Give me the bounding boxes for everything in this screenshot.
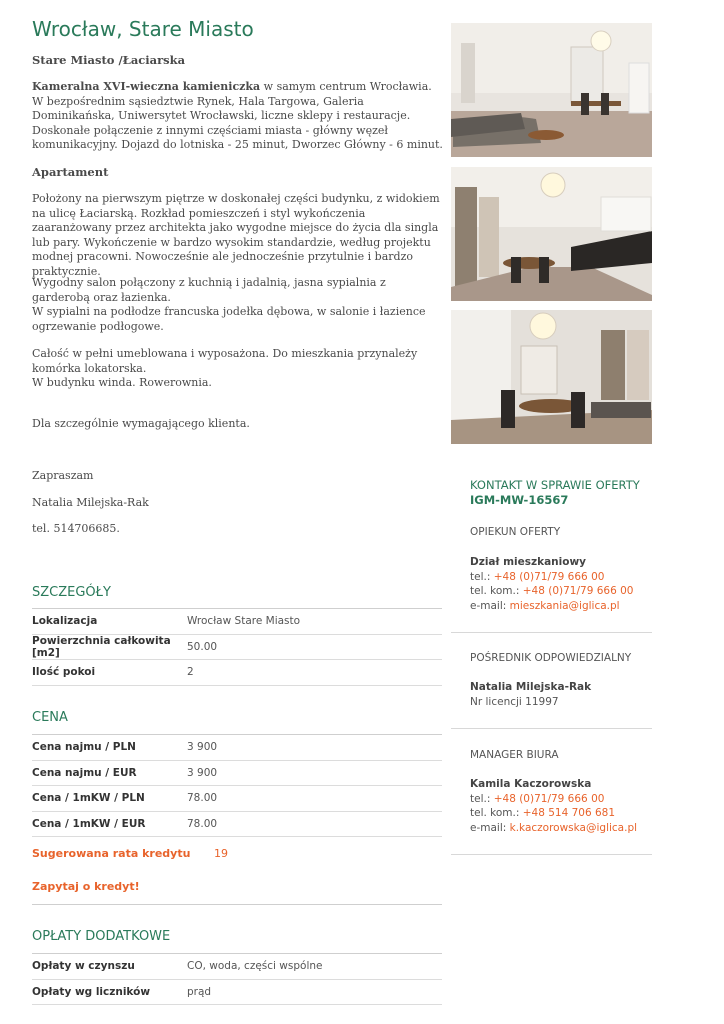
- price-key: Cena / 1mKW / PLN: [32, 792, 145, 805]
- equipment-text-1: Całość w pełni umeblowana i wyposażona. Do mieszkania przynależy komórka lokatorska.: [32, 347, 418, 375]
- layout-text-1: Wygodny salon połączony z kuchnią i jadalnią, jasna sypialnia z garderobą oraz łazienka.: [32, 276, 386, 304]
- greeting: Zapraszam: [32, 469, 94, 482]
- fees-row: [32, 954, 442, 980]
- page-title: Wrocław, Stare Miasto: [32, 17, 254, 41]
- credit-label: Sugerowana rata kredytu: [32, 847, 191, 860]
- intro-text: w samym centrum Wrocławia. W bezpośrednim sąsiedztwie Rynek, Hala Targowa, Galeria Dominikańska, Uniwersytet Wrocławski, liczne sklepy i restauracje. Doskonałe połączenie z innymi częściami miasta - główny węzeł komunikacyjny. Dojazd do lotniska - 25 minut, Dworzec Główny - 6 minut.: [32, 80, 443, 152]
- details-key: Powierzchnia całkowita [m2]: [32, 634, 171, 659]
- fees-heading: OPŁATY DODATKOWE: [32, 929, 171, 944]
- department-mobile-link[interactable]: +48 (0)71/79 666 00: [522, 585, 634, 597]
- price-row: [32, 812, 442, 838]
- phone-label: tel.:: [470, 570, 494, 583]
- department-phone-link[interactable]: +48 (0)71/79 666 00: [493, 570, 605, 583]
- fees-value: CO, woda, części wspólne: [187, 960, 323, 973]
- mobile-label: tel. kom.:: [470, 585, 523, 597]
- fees-row: [32, 980, 442, 1006]
- manager-name: Kamila Kaczorowska: [470, 778, 592, 790]
- equipment-text-2: W budynku winda. Rowerownia.: [32, 376, 212, 390]
- offer-guardian-label: OPIEKUN OFERTY: [470, 526, 561, 538]
- offer-id: IGM-MW-16567: [470, 492, 569, 507]
- details-key: Lokalizacja: [32, 615, 98, 628]
- description-intro: [32, 80, 444, 153]
- photo-dining[interactable]: [451, 310, 652, 444]
- details-heading: SZCZEGÓŁY: [32, 585, 111, 600]
- department-name: Dział mieszkaniowy: [470, 556, 586, 568]
- broker-label: POŚREDNIK ODPOWIEDZIALNY: [470, 652, 632, 664]
- equipment-description: [32, 347, 444, 391]
- broker-contact: [470, 680, 652, 709]
- price-table: [32, 734, 442, 837]
- agent-signature: Natalia Milejska-Rak: [32, 496, 149, 509]
- price-value: 78.00: [187, 817, 218, 830]
- fees-key: Opłaty wg liczników: [32, 985, 151, 998]
- contact-heading: [470, 478, 652, 507]
- manager-label: MANAGER BIURA: [470, 749, 559, 761]
- price-key: Cena najmu / PLN: [32, 741, 136, 754]
- details-value: 2: [187, 666, 194, 679]
- apartment-description: Położony na pierwszym piętrze w doskonałej części budynku, z widokiem na ulicę Łaciarską. Rozkład pomieszczeń i styl wykończenia zaaranżowany przez architekta jako wygodne miejsce do życia dla singla lub pary. Wykończenie w bardzo wysokim standardzie, według projektu modnej pracowni. Nowocześnie ale jednocześnie przytulnie i bardzo praktycznie.: [32, 192, 440, 278]
- fees-key: Opłaty w czynszu: [32, 960, 135, 973]
- intro-bold: Kameralna XVI-wieczna kamieniczka: [32, 80, 261, 93]
- details-table: [32, 608, 442, 686]
- mobile-label: tel. kom.:: [470, 807, 523, 819]
- details-value: Wrocław Stare Miasto: [187, 615, 301, 628]
- credit-inquiry-link[interactable]: Zapytaj o kredyt!: [32, 880, 140, 893]
- layout-description: [32, 276, 444, 334]
- apartment-heading: Apartament: [32, 165, 109, 179]
- agent-phone: tel. 514706685.: [32, 522, 120, 535]
- phone-label: tel.:: [470, 792, 494, 805]
- photo-living-room[interactable]: [451, 23, 652, 157]
- manager-mobile-link[interactable]: +48 514 706 681: [522, 807, 616, 819]
- photo-kitchen[interactable]: [451, 167, 652, 301]
- closing-line: Dla szczególnie wymagającego klienta.: [32, 417, 250, 430]
- price-key: Cena najmu / EUR: [32, 766, 137, 779]
- department-email-link[interactable]: mieszkania@iglica.pl: [509, 599, 620, 612]
- department-contact: [470, 555, 652, 613]
- property-subtitle: Stare Miasto /Łaciarska: [32, 53, 186, 67]
- manager-email-link[interactable]: k.kaczorowska@iglica.pl: [509, 821, 638, 834]
- divider: [451, 728, 652, 729]
- contact-title: KONTAKT W SPRAWIE OFERTY: [470, 478, 640, 492]
- broker-license: Nr licencji 11997: [470, 695, 559, 708]
- details-row: [32, 609, 442, 635]
- price-value: 3 900: [187, 741, 218, 754]
- fees-value: prąd: [187, 985, 212, 998]
- email-label: e-mail:: [470, 821, 510, 834]
- layout-text-2: W sypialni na podłodze francuska jodełka dębowa, w salonie i łazience ogrzewanie podłogowe.: [32, 305, 426, 333]
- price-row: [32, 761, 442, 787]
- divider: [451, 854, 652, 855]
- broker-name: Natalia Milejska-Rak: [470, 681, 592, 693]
- divider: [32, 904, 442, 905]
- credit-value: 19: [214, 847, 228, 860]
- price-row: [32, 735, 442, 761]
- manager-contact: [470, 777, 652, 835]
- price-value: 78.00: [187, 792, 218, 805]
- email-label: e-mail:: [470, 599, 510, 612]
- price-row: [32, 786, 442, 812]
- divider: [451, 632, 652, 633]
- details-key: Ilość pokoi: [32, 666, 96, 679]
- fees-table: [32, 953, 442, 1005]
- details-value: 50.00: [187, 640, 218, 653]
- price-heading: CENA: [32, 710, 68, 725]
- price-value: 3 900: [187, 766, 218, 779]
- price-key: Cena / 1mKW / EUR: [32, 817, 146, 830]
- details-row: [32, 660, 442, 686]
- details-row: [32, 635, 442, 661]
- manager-phone-link[interactable]: +48 (0)71/79 666 00: [493, 792, 605, 805]
